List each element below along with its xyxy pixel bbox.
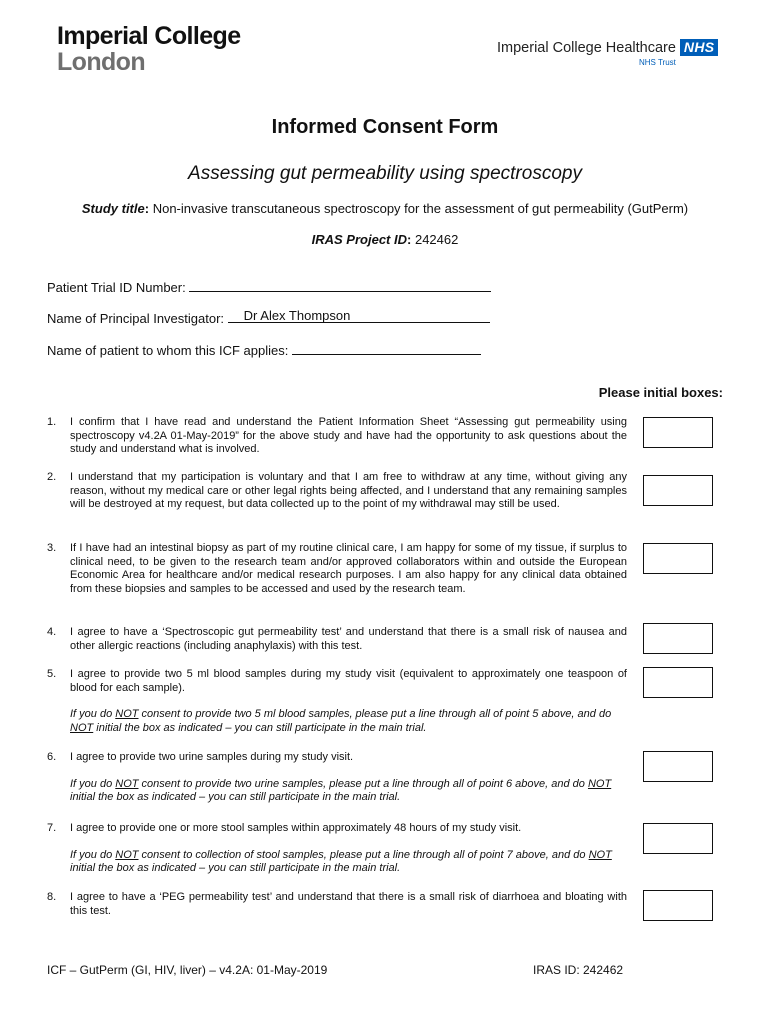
item-number: 6.	[47, 751, 57, 763]
initial-box-7[interactable]	[643, 823, 713, 854]
item-text: I agree to provide one or more stool samples within approximately 48 hours of my study visit.	[70, 822, 522, 834]
imperial-logo-line2: London	[57, 48, 146, 76]
item-number: 8.	[47, 891, 57, 903]
study-title-label: Study title	[81, 201, 145, 216]
item-number: 5.	[47, 668, 57, 680]
iras-project-id: IRAS Project ID: 242462	[311, 232, 459, 247]
initial-box-4[interactable]	[643, 623, 713, 654]
nhs-trust-label: NHS Trust	[639, 58, 676, 67]
consent-item-1	[47, 416, 627, 457]
form-title: Informed Consent Form	[271, 116, 499, 138]
item-note: If you do NOT consent to provide two urine samples, please put a line through all of point 6 above, and do NOT initial the box as indicated – you can still participate in the main trial.	[70, 777, 612, 803]
initial-boxes-header: Please initial boxes:	[598, 385, 723, 400]
consent-item-4	[47, 626, 627, 653]
investigator-label: Name of Principal Investigator:	[47, 311, 225, 326]
item-number: 1.	[47, 416, 57, 428]
item-text: I understand that my participation is voluntary and that I am free to withdraw at any time, without giving any reason, without my medical care or other legal rights being affected, and I understand that any remaining samples will be destroyed at my request, but data collected up to the point of my withdrawal may still be used.	[70, 471, 627, 510]
item-text: I agree to have a ‘Spectroscopic gut permeability test’ and understand that there is a small risk of nausea and other allergic reactions (including anaphylaxis) with this test.	[70, 626, 627, 652]
item-text: I confirm that I have read and understand the Patient Information Sheet “Assessing gut permeability using spectroscopy v4.2A 01-May-2019” for the above study and have had the opportunity to ask questions about the study and understand what is involved.	[70, 416, 627, 455]
nhs-logo	[497, 39, 718, 56]
initial-box-5[interactable]	[643, 667, 713, 698]
item-note: If you do NOT consent to collection of stool samples, please put a line through all of point 7 above, and do NOT initial the box as indicated – you can still participate in the main trial.	[70, 848, 612, 874]
patient-name-input[interactable]	[292, 341, 481, 355]
trial-id-input[interactable]	[189, 278, 491, 292]
item-text: I agree to provide two urine samples during my study visit.	[70, 751, 354, 763]
item-number: 7.	[47, 822, 57, 834]
patient-name-label: Name of patient to whom this ICF applies:	[47, 343, 289, 358]
trial-id-label: Patient Trial ID Number:	[47, 280, 186, 295]
investigator-field	[47, 309, 490, 326]
study-title-value: Non-invasive transcutaneous spectroscopy for the assessment of gut permeability (GutPerm)	[152, 201, 689, 216]
nhs-badge: NHS	[680, 39, 718, 56]
imperial-logo-line1: Imperial College	[57, 22, 241, 50]
consent-item-7	[47, 822, 627, 876]
consent-item-5	[47, 668, 627, 735]
initial-box-2[interactable]	[643, 475, 713, 506]
trial-id-field	[47, 278, 491, 295]
footer-version: ICF – GutPerm (GI, HIV, liver) – v4.2A: 01-May-2019	[47, 963, 328, 977]
initial-box-6[interactable]	[643, 751, 713, 782]
item-number: 2.	[47, 471, 57, 483]
consent-item-3	[47, 542, 627, 596]
patient-name-field	[47, 341, 481, 358]
initial-box-1[interactable]	[643, 417, 713, 448]
item-text: I agree to provide two 5 ml blood samples during my study visit (equivalent to approximately one teaspoon of blood for each sample).	[70, 668, 627, 694]
form-subtitle: Assessing gut permeability using spectroscopy	[188, 163, 582, 184]
investigator-value: Dr Alex Thompson	[243, 308, 351, 323]
initial-box-8[interactable]	[643, 890, 713, 921]
investigator-input[interactable]	[228, 309, 490, 323]
item-note: If you do NOT consent to provide two 5 ml blood samples, please put a line through all of point 5 above, and do NOT initial the box as indicated – you can still participate in the main trial.	[70, 708, 612, 734]
item-number: 4.	[47, 626, 57, 638]
initial-box-3[interactable]	[643, 543, 713, 574]
item-text: I agree to have a ‘PEG permeability test’ and understand that there is a small risk of diarrhoea and bloating with this test.	[70, 891, 627, 917]
item-number: 3.	[47, 542, 57, 554]
study-title: Study title: Non-invasive transcutaneous spectroscopy for the assessment of gut permeability (GutPerm)	[81, 201, 689, 216]
item-text: If I have had an intestinal biopsy as part of my routine clinical care, I am happy for some of my tissue, if surplus to clinical need, to be given to the research team and/or approved collaborators within and outside the European Economic Area for healthcare and/or medical research purposes. I am also happy for any clinical data obtained from these biopsies and samples to be accessed and used by the research team.	[70, 542, 627, 595]
consent-item-2	[47, 471, 627, 512]
iras-value: 242462	[414, 232, 459, 247]
nhs-trust-name: Imperial College Healthcare	[497, 39, 676, 56]
consent-item-6	[47, 751, 627, 805]
iras-label: IRAS Project ID	[311, 232, 407, 247]
footer-iras-id: IRAS ID: 242462	[533, 963, 624, 977]
consent-item-8	[47, 891, 627, 918]
